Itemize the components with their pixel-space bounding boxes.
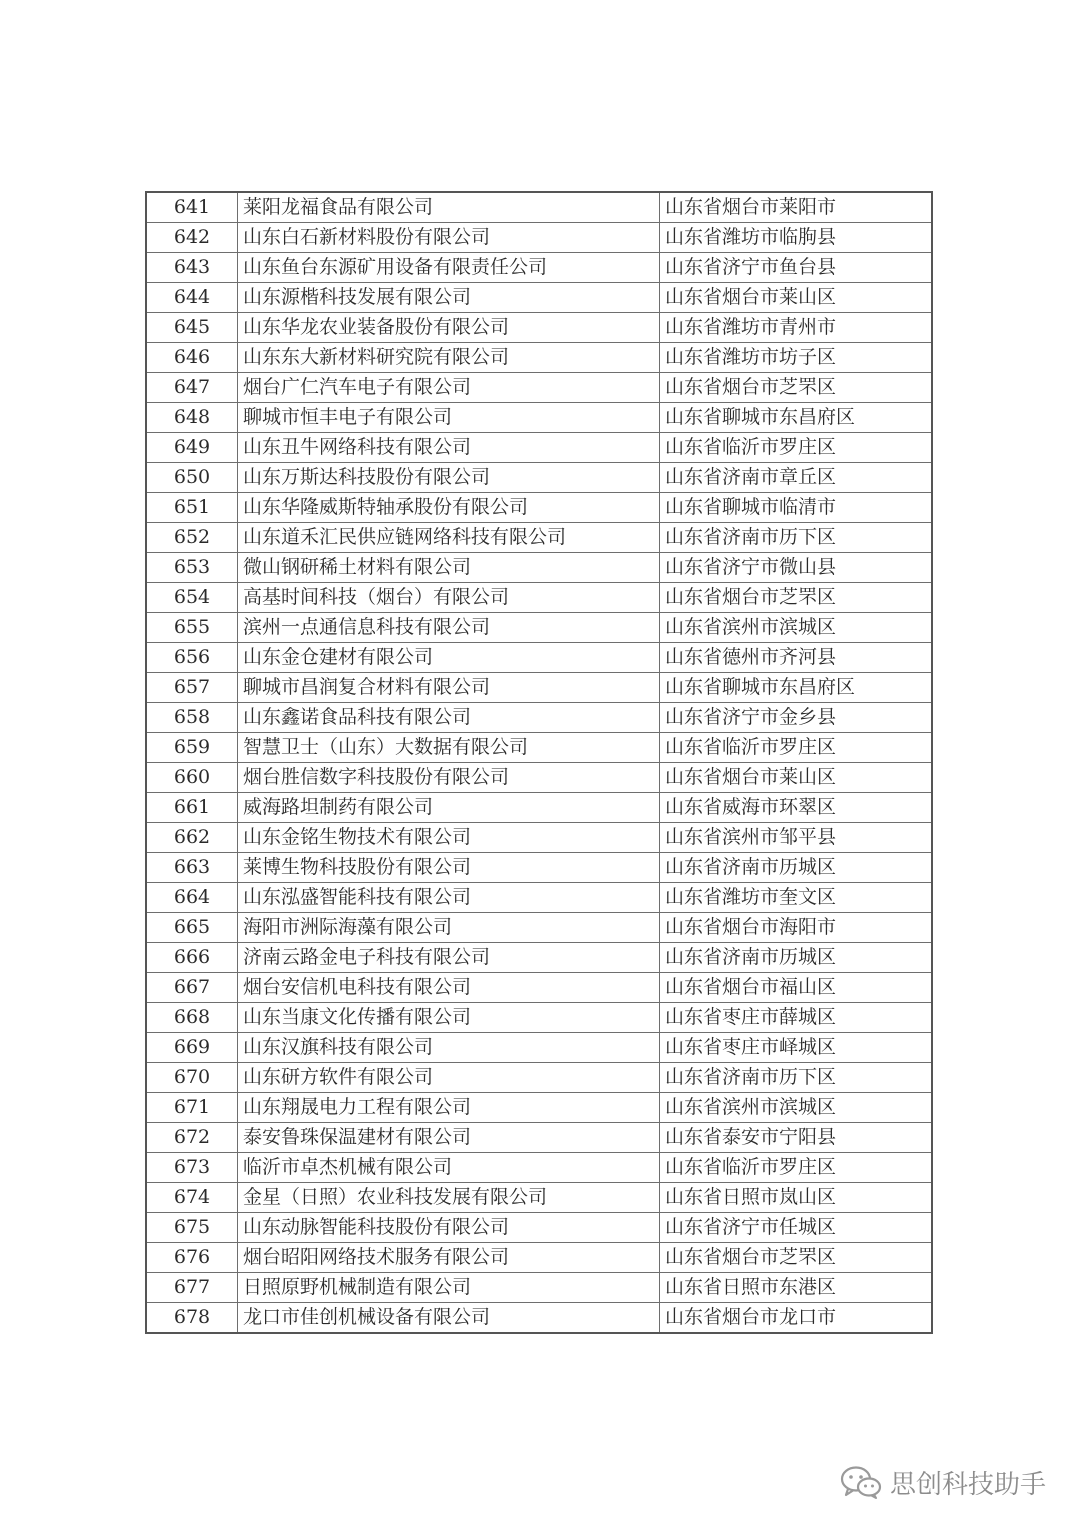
- company-location: 山东省烟台市龙口市: [660, 1303, 933, 1334]
- company-name: 烟台胜信数字科技股份有限公司: [238, 763, 660, 793]
- table-row: [146, 883, 932, 913]
- company-name: 山东泓盛智能科技有限公司: [238, 883, 660, 913]
- row-number: 673: [146, 1153, 238, 1183]
- table-row: [146, 973, 932, 1003]
- table-row: [146, 733, 932, 763]
- company-name: 山东源楷科技发展有限公司: [238, 283, 660, 313]
- table-body: [146, 192, 932, 1333]
- row-number: 648: [146, 403, 238, 433]
- company-location: 山东省济南市历城区: [660, 943, 933, 973]
- company-name: 济南云路金电子科技有限公司: [238, 943, 660, 973]
- table-row: [146, 793, 932, 823]
- table-row: [146, 943, 932, 973]
- company-name: 烟台广仁汽车电子有限公司: [238, 373, 660, 403]
- row-number: 676: [146, 1243, 238, 1273]
- company-location: 山东省聊城市东昌府区: [660, 673, 933, 703]
- company-name: 日照原野机械制造有限公司: [238, 1273, 660, 1303]
- table-row: [146, 493, 932, 523]
- row-number: 646: [146, 343, 238, 373]
- table-row: [146, 373, 932, 403]
- row-number: 674: [146, 1183, 238, 1213]
- company-location: 山东省日照市岚山区: [660, 1183, 933, 1213]
- company-location: 山东省德州市齐河县: [660, 643, 933, 673]
- company-location: 山东省临沂市罗庄区: [660, 433, 933, 463]
- company-name: 金星（日照）农业科技发展有限公司: [238, 1183, 660, 1213]
- table-row: [146, 313, 932, 343]
- table-row: [146, 463, 932, 493]
- table-row: [146, 1273, 932, 1303]
- company-name: 高基时间科技（烟台）有限公司: [238, 583, 660, 613]
- company-name: 山东当康文化传播有限公司: [238, 1003, 660, 1033]
- row-number: 654: [146, 583, 238, 613]
- table-row: [146, 1153, 932, 1183]
- company-location: 山东省济南市历下区: [660, 1063, 933, 1093]
- company-location: 山东省烟台市海阳市: [660, 913, 933, 943]
- company-name: 山东万斯达科技股份有限公司: [238, 463, 660, 493]
- row-number: 668: [146, 1003, 238, 1033]
- company-location: 山东省济南市历城区: [660, 853, 933, 883]
- table-row: [146, 433, 932, 463]
- table-row: [146, 523, 932, 553]
- table-row: [146, 853, 932, 883]
- company-list-table: [145, 191, 933, 1334]
- company-location: 山东省日照市东港区: [660, 1273, 933, 1303]
- row-number: 663: [146, 853, 238, 883]
- row-number: 645: [146, 313, 238, 343]
- company-name: 山东白石新材料股份有限公司: [238, 223, 660, 253]
- company-name: 龙口市佳创机械设备有限公司: [238, 1303, 660, 1334]
- table-row: [146, 1033, 932, 1063]
- company-name: 山东动脉智能科技股份有限公司: [238, 1213, 660, 1243]
- company-location: 山东省烟台市芝罘区: [660, 583, 933, 613]
- company-name: 莱博生物科技股份有限公司: [238, 853, 660, 883]
- table-row: [146, 1213, 932, 1243]
- company-name: 山东研方软件有限公司: [238, 1063, 660, 1093]
- company-name: 临沂市卓杰机械有限公司: [238, 1153, 660, 1183]
- company-location: 山东省滨州市滨城区: [660, 613, 933, 643]
- company-name: 滨州一点通信息科技有限公司: [238, 613, 660, 643]
- company-name: 山东道禾汇民供应链网络科技有限公司: [238, 523, 660, 553]
- table-row: [146, 1243, 932, 1273]
- company-location: 山东省济南市历下区: [660, 523, 933, 553]
- row-number: 661: [146, 793, 238, 823]
- company-location: 山东省枣庄市峄城区: [660, 1033, 933, 1063]
- company-location: 山东省潍坊市奎文区: [660, 883, 933, 913]
- row-number: 655: [146, 613, 238, 643]
- company-name: 威海路坦制药有限公司: [238, 793, 660, 823]
- table-row: [146, 823, 932, 853]
- row-number: 665: [146, 913, 238, 943]
- company-name: 山东翔晟电力工程有限公司: [238, 1093, 660, 1123]
- row-number: 651: [146, 493, 238, 523]
- company-name: 山东鱼台东源矿用设备有限责任公司: [238, 253, 660, 283]
- row-number: 657: [146, 673, 238, 703]
- company-name: 山东金仓建材有限公司: [238, 643, 660, 673]
- company-location: 山东省济宁市任城区: [660, 1213, 933, 1243]
- table-row: [146, 553, 932, 583]
- row-number: 650: [146, 463, 238, 493]
- row-number: 670: [146, 1063, 238, 1093]
- row-number: 666: [146, 943, 238, 973]
- company-location: 山东省烟台市福山区: [660, 973, 933, 1003]
- table-row: [146, 1063, 932, 1093]
- row-number: 672: [146, 1123, 238, 1153]
- table-row: [146, 913, 932, 943]
- company-location: 山东省济宁市微山县: [660, 553, 933, 583]
- company-name: 山东华隆威斯特轴承股份有限公司: [238, 493, 660, 523]
- wechat-icon: [840, 1465, 882, 1499]
- row-number: 642: [146, 223, 238, 253]
- table-row: [146, 1183, 932, 1213]
- company-name: 聊城市恒丰电子有限公司: [238, 403, 660, 433]
- company-location: 山东省潍坊市坊子区: [660, 343, 933, 373]
- company-location: 山东省聊城市东昌府区: [660, 403, 933, 433]
- table-row: [146, 343, 932, 373]
- row-number: 660: [146, 763, 238, 793]
- company-location: 山东省烟台市芝罘区: [660, 1243, 933, 1273]
- row-number: 675: [146, 1213, 238, 1243]
- company-location: 山东省烟台市莱山区: [660, 283, 933, 313]
- table-row: [146, 673, 932, 703]
- table-row: [146, 1003, 932, 1033]
- table-row: [146, 1123, 932, 1153]
- row-number: 677: [146, 1273, 238, 1303]
- table-row: [146, 223, 932, 253]
- row-number: 652: [146, 523, 238, 553]
- company-location: 山东省聊城市临清市: [660, 493, 933, 523]
- company-name: 烟台安信机电科技有限公司: [238, 973, 660, 1003]
- company-location: 山东省滨州市邹平县: [660, 823, 933, 853]
- row-number: 671: [146, 1093, 238, 1123]
- row-number: 669: [146, 1033, 238, 1063]
- company-name: 智慧卫士（山东）大数据有限公司: [238, 733, 660, 763]
- company-name: 莱阳龙福食品有限公司: [238, 192, 660, 223]
- company-location: 山东省枣庄市薛城区: [660, 1003, 933, 1033]
- company-name: 山东鑫诺食品科技有限公司: [238, 703, 660, 733]
- company-name: 微山钢研稀土材料有限公司: [238, 553, 660, 583]
- company-location: 山东省烟台市芝罘区: [660, 373, 933, 403]
- table-row: [146, 192, 932, 223]
- table-row: [146, 283, 932, 313]
- company-location: 山东省临沂市罗庄区: [660, 1153, 933, 1183]
- company-name: 山东汉旗科技有限公司: [238, 1033, 660, 1063]
- company-name: 山东金铭生物技术有限公司: [238, 823, 660, 853]
- row-number: 647: [146, 373, 238, 403]
- row-number: 659: [146, 733, 238, 763]
- row-number: 662: [146, 823, 238, 853]
- table-row: [146, 583, 932, 613]
- company-name: 泰安鲁珠保温建材有限公司: [238, 1123, 660, 1153]
- company-location: 山东省烟台市莱阳市: [660, 192, 933, 223]
- row-number: 644: [146, 283, 238, 313]
- company-location: 山东省烟台市莱山区: [660, 763, 933, 793]
- company-location: 山东省济宁市金乡县: [660, 703, 933, 733]
- table-row: [146, 703, 932, 733]
- table-row: [146, 643, 932, 673]
- row-number: 641: [146, 192, 238, 223]
- row-number: 643: [146, 253, 238, 283]
- company-location: 山东省临沂市罗庄区: [660, 733, 933, 763]
- table-row: [146, 403, 932, 433]
- watermark-text: 思创科技助手: [889, 1469, 1046, 1500]
- company-location: 山东省威海市环翠区: [660, 793, 933, 823]
- company-location: 山东省滨州市滨城区: [660, 1093, 933, 1123]
- row-number: 667: [146, 973, 238, 1003]
- row-number: 656: [146, 643, 238, 673]
- row-number: 664: [146, 883, 238, 913]
- company-name: 烟台昭阳网络技术服务有限公司: [238, 1243, 660, 1273]
- company-name: 海阳市洲际海藻有限公司: [238, 913, 660, 943]
- company-location: 山东省潍坊市青州市: [660, 313, 933, 343]
- row-number: 649: [146, 433, 238, 463]
- company-name: 山东华龙农业装备股份有限公司: [238, 313, 660, 343]
- row-number: 678: [146, 1303, 238, 1334]
- company-location: 山东省济南市章丘区: [660, 463, 933, 493]
- company-name: 聊城市昌润复合材料有限公司: [238, 673, 660, 703]
- company-location: 山东省济宁市鱼台县: [660, 253, 933, 283]
- company-location: 山东省潍坊市临朐县: [660, 223, 933, 253]
- company-name: 山东丑牛网络科技有限公司: [238, 433, 660, 463]
- company-name: 山东东大新材料研究院有限公司: [238, 343, 660, 373]
- table-row: [146, 763, 932, 793]
- row-number: 658: [146, 703, 238, 733]
- table-row: [146, 1093, 932, 1123]
- row-number: 653: [146, 553, 238, 583]
- watermark: [840, 1462, 1046, 1502]
- table-row: [146, 253, 932, 283]
- table-row: [146, 613, 932, 643]
- table-row: [146, 1303, 932, 1334]
- company-location: 山东省泰安市宁阳县: [660, 1123, 933, 1153]
